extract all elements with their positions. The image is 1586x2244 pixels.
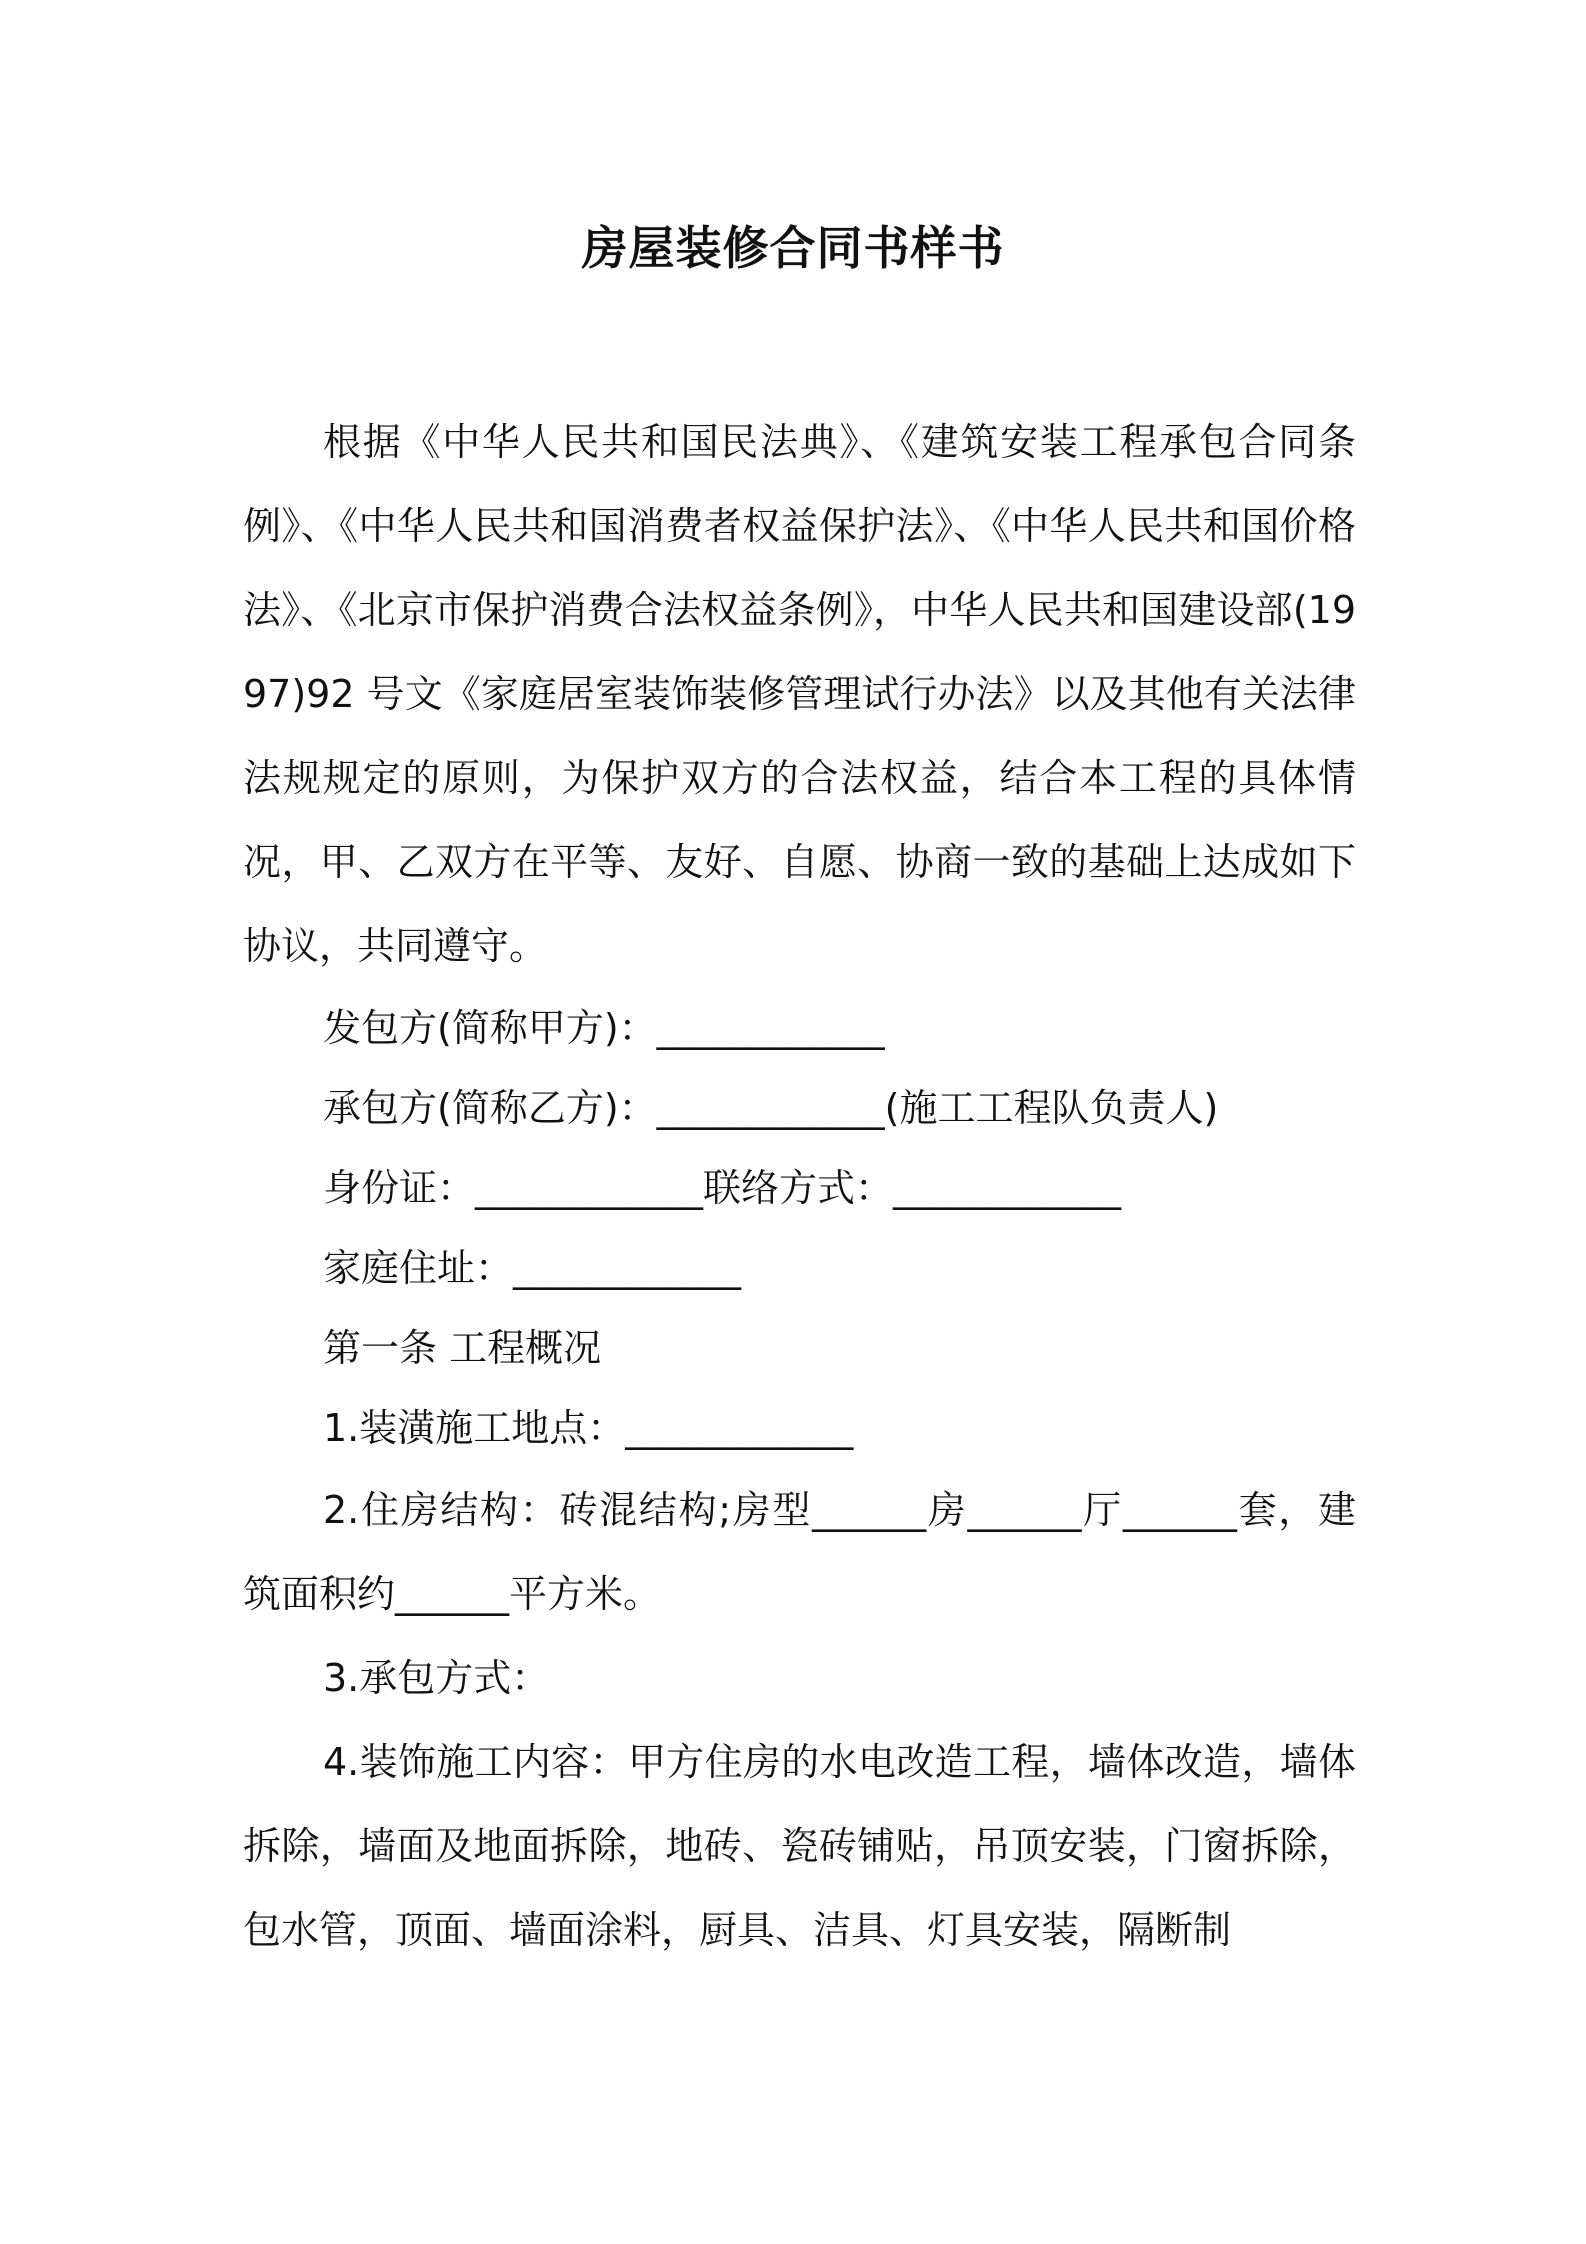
document-title: 房屋装修合同书样书 [581,221,1005,275]
intro-paragraph: 根据《中华人民共和国民法典》、《建筑安装工程承包合同条例》、《中华人民共和国消费者权益保护法》、《中华人民共和国价格法》、《北京市保护消费合法权益条例》，中华人民共和国建设部(1997)92 号文《家庭居室装饰装修管理试行办法》以及其他有关法律法规规定的原则，为保护双方的合法权益，结合本工程的具体情况，甲、乙双方在平等、友好、自愿、协商一致的基础上达成如下协议，共同遵守。 [243,420,1356,968]
home-address-line: 家庭住址：____________ [323,1246,742,1290]
id-contact-line: 身份证：____________联络方式：____________ [323,1166,1122,1210]
contract-method-item: 3.承包方式： [323,1656,550,1700]
party-b-line: 承包方(简称乙方)：____________(施工工程队负责人) [323,1086,1219,1130]
document-body [243,400,1356,1972]
construction-site-item: 1.装潢施工地点：____________ [323,1406,854,1450]
construction-content-item: 4.装饰施工内容：甲方住房的水电改造工程，墙体改造，墙体拆除，墙面及地面拆除，地砖、瓷砖铺贴，吊顶安装，门窗拆除，包水管，顶面、墙面涂料，厨具、洁具、灯具安装，隔断制 [243,1740,1356,1952]
housing-structure-item: 2.住房结构：砖混结构;房型______房______厅______套，建筑面积约______平方米。 [243,1488,1356,1616]
article-one-heading: 第一条 工程概况 [323,1326,602,1370]
party-a-line: 发包方(简称甲方)：____________ [323,1006,885,1050]
